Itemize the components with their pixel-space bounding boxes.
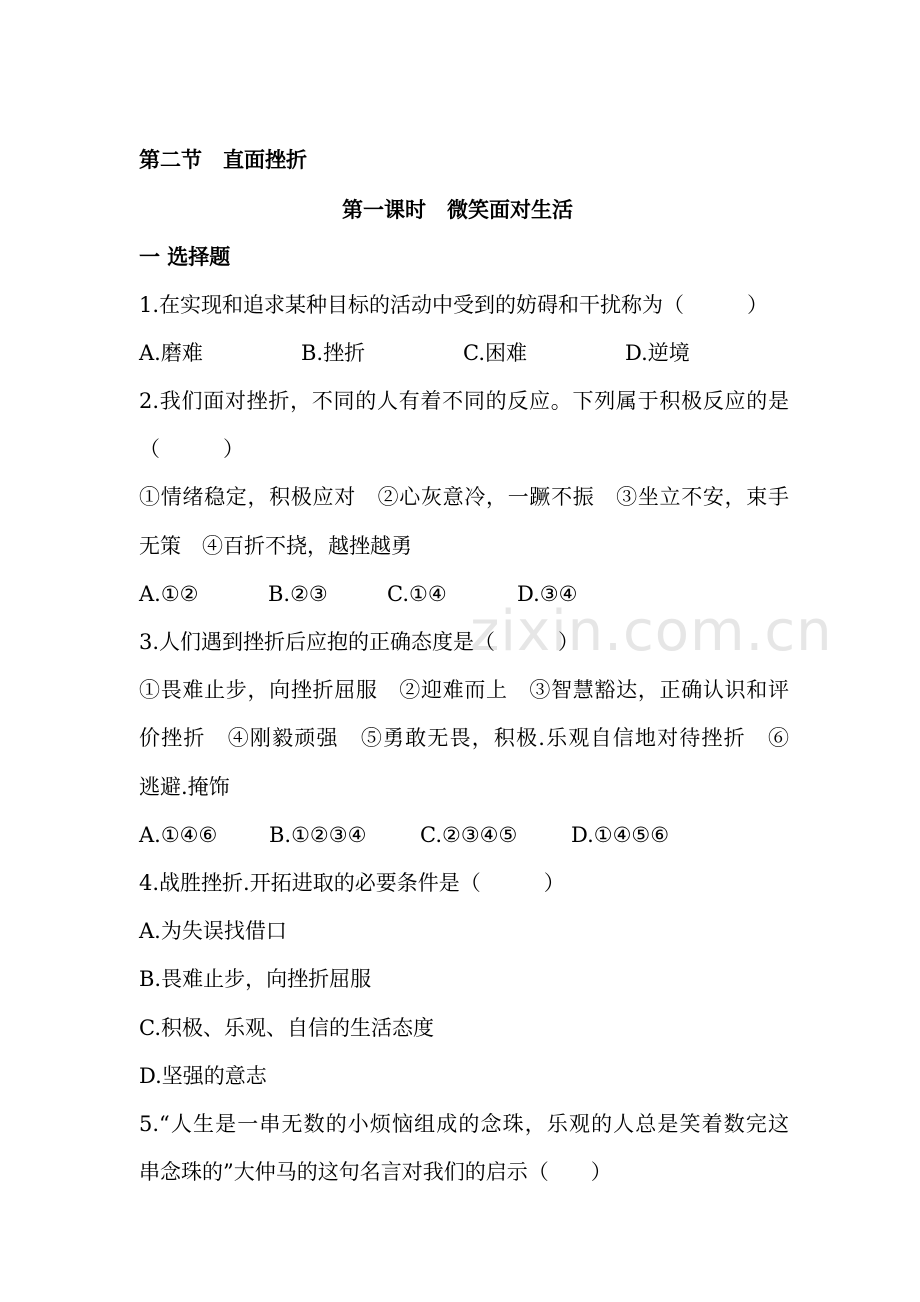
q3-option-d: D.①④⑤⑥ — [571, 823, 670, 847]
q1-option-a: A.磨难 — [139, 341, 203, 365]
q4-option-a: A.为失误找借口 — [139, 919, 287, 943]
q3-option-c: C.②③④⑤ — [420, 823, 518, 847]
q3-items-line2: 价挫折 ④刚毅顽强 ⑤勇敢无畏，积极.乐观自信地对待挫折 ⑥ — [139, 726, 789, 750]
q4-option-c: C.积极、乐观、自信的生活态度 — [139, 1016, 434, 1040]
q4-option-d: D.坚强的意志 — [139, 1064, 267, 1088]
q2-items-line1: ①情绪稳定，积极应对 ②心灰意冷，一蹶不振 ③坐立不安，束手 — [139, 485, 789, 509]
q1-option-d: D.逆境 — [625, 341, 690, 365]
q1-option-c: C.困难 — [463, 341, 527, 365]
q3-option-a: A.①④⑥ — [139, 823, 218, 847]
q5-stem-line2: 串念珠的”大仲马的这句名言对我们的启示（ ） — [139, 1160, 612, 1184]
q3-stem: 3.人们遇到挫折后应抱的正确态度是（ ） — [139, 630, 580, 654]
q4-stem: 4.战胜挫折.开拓进取的必要条件是（ ） — [139, 871, 565, 895]
q2-stem-line1: 2.我们面对挫折，不同的人有着不同的反应。下列属于积极反应的是 — [139, 389, 789, 413]
q1-stem: 1.在实现和追求某种目标的活动中受到的妨碍和干扰称为（ ） — [139, 293, 769, 317]
section-title: 第二节 直面挫折 — [139, 148, 307, 172]
q2-option-c: C.①④ — [387, 582, 447, 606]
lesson-title: 第一课时 微笑面对生活 — [342, 198, 573, 222]
q2-stem-line2: （ ） — [139, 437, 244, 461]
part-title: 一 选择题 — [139, 245, 231, 269]
watermark: zixin.com.cn — [470, 599, 833, 664]
q2-items-line2: 无策 ④百折不挠，越挫越勇 — [139, 534, 412, 558]
q3-items-line3: 逃避.掩饰 — [139, 775, 230, 799]
q3-option-b: B.①②③④ — [269, 823, 367, 847]
q3-items-line1: ①畏难止步，向挫折屈服 ②迎难而上 ③智慧豁达，正确认识和评 — [139, 678, 789, 702]
q4-option-b: B.畏难止步，向挫折屈服 — [139, 967, 372, 991]
q2-option-d: D.③④ — [517, 582, 578, 606]
q5-stem-line1: 5.“人生是一串无数的小烦恼组成的念珠，乐观的人总是笑着数完这 — [139, 1112, 789, 1136]
q2-option-b: B.②③ — [268, 582, 328, 606]
q1-option-b: B.挫折 — [301, 341, 366, 365]
q2-option-a: A.①② — [139, 582, 199, 606]
